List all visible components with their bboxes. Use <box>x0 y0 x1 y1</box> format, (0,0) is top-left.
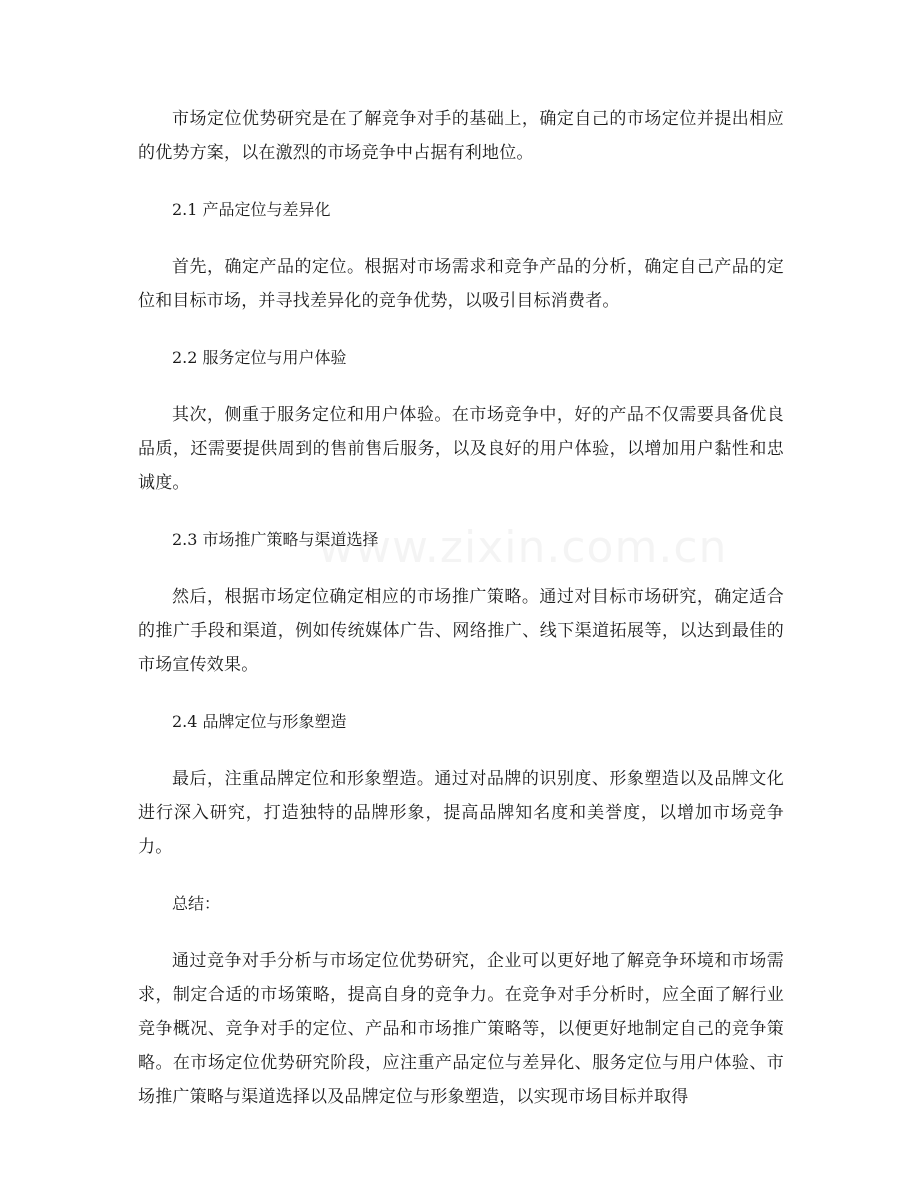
intro-paragraph: 市场定位优势研究是在了解竞争对手的基础上，确定自己的市场定位并提出相应的优势方案，以在激烈的市场竞争中占据有利地位。 <box>138 109 784 163</box>
watermark: www.zixin.com.cn <box>318 522 728 573</box>
section-heading-2-2: 2.2 服务定位与用户体验 <box>172 348 347 367</box>
section-heading-2-1: 2.1 产品定位与差异化 <box>172 200 331 219</box>
section-heading-2-3: 2.3 市场推广策略与渠道选择 <box>172 530 379 549</box>
section-heading-2-4: 2.4 品牌定位与形象塑造 <box>172 712 347 731</box>
section-body-2-1: 首先，确定产品的定位。根据对市场需求和竞争产品的分析，确定自己产品的定位和目标市场，并寻找差异化的竞争优势，以吸引目标消费者。 <box>138 257 784 311</box>
summary-heading: 总结： <box>172 894 221 913</box>
section-body-2-2: 其次，侧重于服务定位和用户体验。在市场竞争中，好的产品不仅需要具备优良品质，还需要提供周到的售前售后服务，以及良好的用户体验，以增加用户黏性和忠诚度。 <box>138 405 784 493</box>
document-body <box>138 102 784 1114</box>
section-body-2-3: 然后，根据市场定位确定相应的市场推广策略。通过对目标市场研究，确定适合的推广手段和渠道，例如传统媒体广告、网络推广、线下渠道拓展等，以达到最佳的市场宣传效果。 <box>138 587 784 675</box>
summary-paragraph: 通过竞争对手分析与市场定位优势研究，企业可以更好地了解竞争环境和市场需求，制定合适的市场策略，提高自身的竞争力。在竞争对手分析时，应全面了解行业竞争概况、竞争对手的定位、产品和市场推广策略等，以便更好地制定自己的竞争策略。在市场定位优势研究阶段，应注重产品定位与差异化、服务定位与用户体验、市场推广策略与渠道选择以及品牌定位与形象塑造，以实现市场目标并取得 <box>138 951 784 1107</box>
section-body-2-4: 最后，注重品牌定位和形象塑造。通过对品牌的识别度、形象塑造以及品牌文化进行深入研究，打造独特的品牌形象，提高品牌知名度和美誉度，以增加市场竞争力。 <box>138 769 784 857</box>
